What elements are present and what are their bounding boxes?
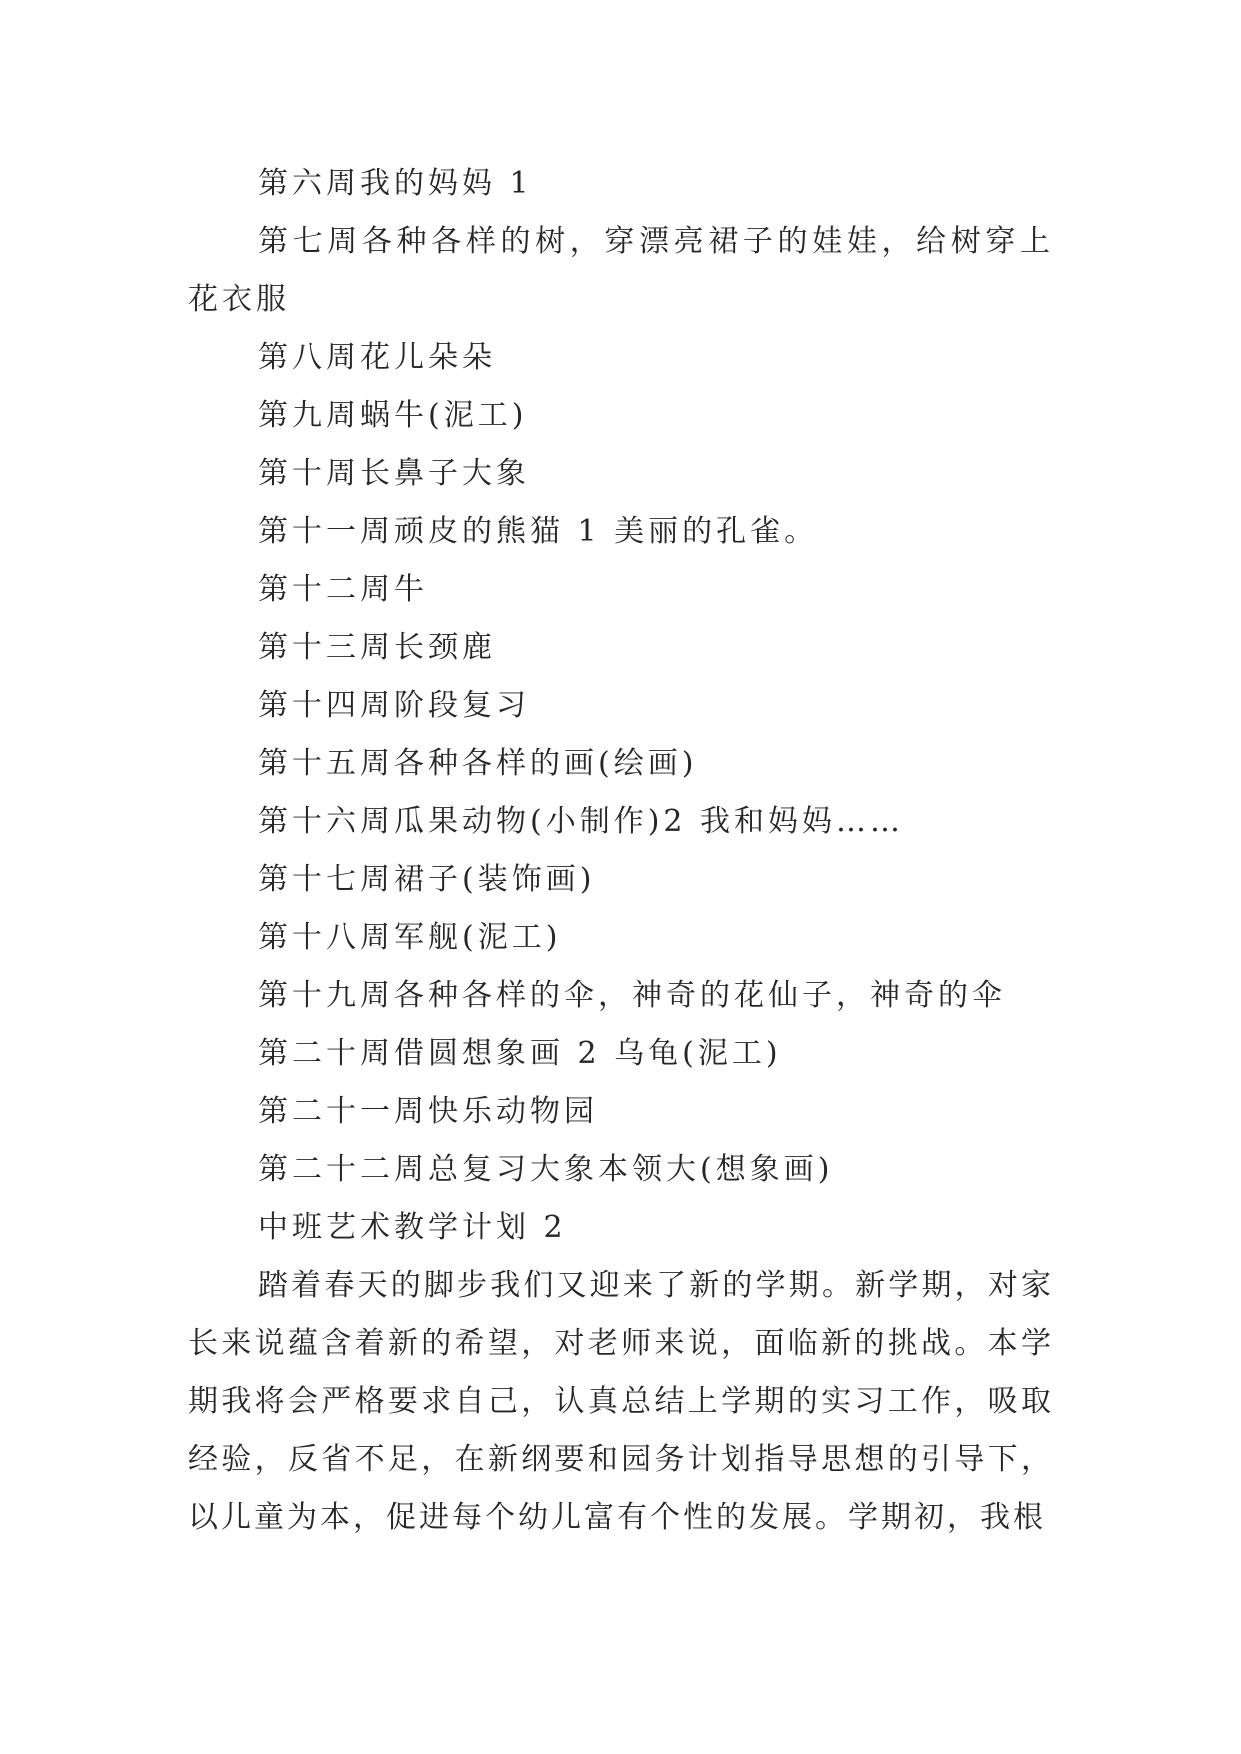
line-week-12: 第十二周牛 xyxy=(258,572,428,607)
line-week-15: 第十五周各种各样的画(绘画) xyxy=(258,746,698,781)
line-week-22: 第二十二周总复习大象本领大(想象画) xyxy=(258,1152,834,1187)
line-week-14: 第十四周阶段复习 xyxy=(258,688,530,723)
line-week-20: 第二十周借圆想象画 2 乌龟(泥工) xyxy=(258,1036,782,1071)
line-week-6: 第六周我的妈妈 1 xyxy=(258,166,533,201)
line-week-10: 第十周长鼻子大象 xyxy=(258,456,530,491)
line-week-9: 第九周蜗牛(泥工) xyxy=(258,398,528,433)
line-week-17: 第十七周裙子(装饰画) xyxy=(258,862,596,897)
document-body xyxy=(188,155,1054,1547)
line-week-7: 第七周各种各样的树，穿漂亮裙子的娃娃，给树穿上花衣服 xyxy=(188,224,1054,317)
line-week-18: 第十八周军舰(泥工) xyxy=(258,920,562,955)
line-week-21: 第二十一周快乐动物园 xyxy=(258,1094,598,1129)
section-heading: 中班艺术教学计划 2 xyxy=(258,1210,567,1245)
line-week-11: 第十一周顽皮的熊猫 1 美丽的孔雀。 xyxy=(258,514,819,549)
intro-paragraph: 踏着春天的脚步我们又迎来了新的学期。新学期，对家长来说蕴含着新的希望，对老师来说，面临新的挑战。本学期我将会严格要求自己，认真总结上学期的实习工作，吸取经验，反省不足，在新纲要和园务计划指导思想的引导下，以儿童为本，促进每个幼儿富有个性的发展。学期初，我根 xyxy=(188,1268,1054,1535)
line-week-8: 第八周花儿朵朵 xyxy=(258,340,496,375)
line-week-13: 第十三周长颈鹿 xyxy=(258,630,496,665)
line-week-16: 第十六周瓜果动物(小制作)2 我和妈妈…… xyxy=(258,804,905,839)
line-week-19: 第十九周各种各样的伞，神奇的花仙子，神奇的伞 xyxy=(258,978,1006,1013)
